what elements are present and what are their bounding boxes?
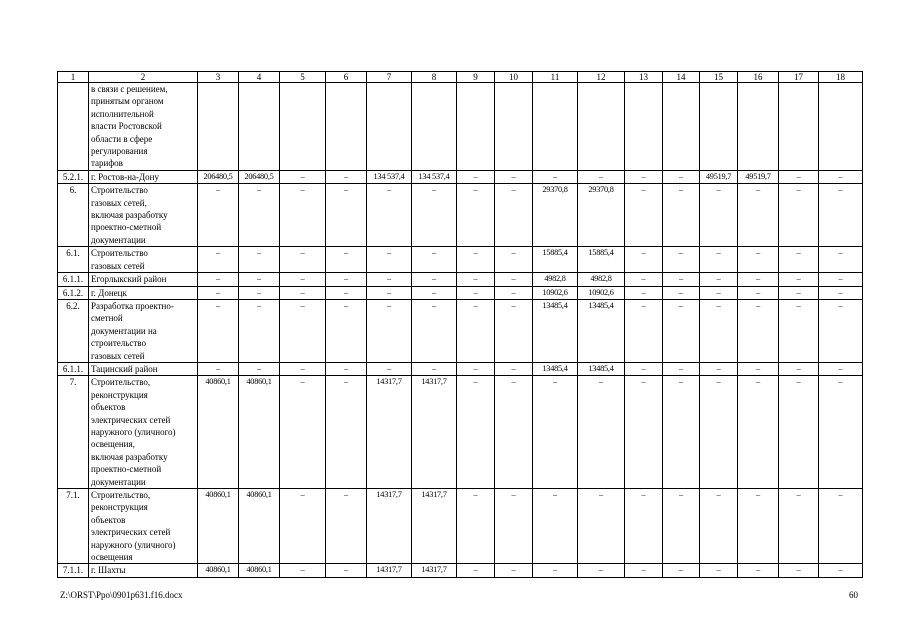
- value-cell: –: [663, 247, 700, 273]
- value-cell: –: [738, 273, 779, 286]
- value-cell: –: [326, 489, 367, 564]
- column-number-header: 10: [495, 72, 533, 83]
- data-table: [57, 71, 863, 578]
- column-number-header: 12: [578, 72, 625, 83]
- footer-page-number: 60: [849, 590, 858, 600]
- row-number-cell: 7.1.1.: [58, 564, 89, 577]
- value-cell: [412, 83, 457, 171]
- value-cell: –: [625, 286, 663, 299]
- row-number-cell: 6.: [58, 184, 89, 247]
- value-cell: –: [239, 362, 280, 375]
- table-row: [58, 362, 863, 375]
- row-number-cell: 6.1.2.: [58, 286, 89, 299]
- value-cell: –: [495, 362, 533, 375]
- value-cell: [198, 83, 239, 171]
- value-cell: –: [326, 299, 367, 362]
- value-cell: 49519,7: [738, 170, 779, 183]
- value-cell: –: [625, 247, 663, 273]
- value-cell: –: [326, 286, 367, 299]
- value-cell: –: [779, 273, 819, 286]
- value-cell: –: [779, 286, 819, 299]
- column-number-header: 7: [367, 72, 412, 83]
- value-cell: –: [280, 376, 326, 489]
- column-number-header: 4: [239, 72, 280, 83]
- column-number-header: 18: [819, 72, 863, 83]
- table-row: [58, 489, 863, 564]
- value-cell: 15885,4: [578, 247, 625, 273]
- value-cell: [280, 83, 326, 171]
- value-cell: –: [457, 376, 495, 489]
- value-cell: [367, 83, 412, 171]
- value-cell: –: [738, 286, 779, 299]
- value-cell: –: [625, 362, 663, 375]
- value-cell: –: [280, 273, 326, 286]
- value-cell: –: [625, 376, 663, 489]
- value-cell: –: [663, 299, 700, 362]
- value-cell: 29370,8: [578, 184, 625, 247]
- value-cell: 13485,4: [533, 362, 578, 375]
- value-cell: –: [819, 564, 863, 577]
- value-cell: 14317,7: [367, 564, 412, 577]
- table-row: [58, 299, 863, 362]
- row-name-cell: Разработка проектно- сметной документации на строительство газовых сетей: [89, 299, 198, 362]
- column-number-header: 13: [625, 72, 663, 83]
- value-cell: –: [663, 564, 700, 577]
- value-cell: 10902,6: [533, 286, 578, 299]
- value-cell: –: [457, 247, 495, 273]
- value-cell: –: [239, 273, 280, 286]
- value-cell: –: [198, 286, 239, 299]
- value-cell: –: [198, 273, 239, 286]
- value-cell: –: [625, 184, 663, 247]
- value-cell: –: [457, 170, 495, 183]
- value-cell: –: [280, 184, 326, 247]
- value-cell: –: [495, 184, 533, 247]
- value-cell: –: [367, 299, 412, 362]
- row-name-cell: Строительство газовых сетей: [89, 247, 198, 273]
- table-row: [58, 170, 863, 183]
- value-cell: –: [819, 247, 863, 273]
- value-cell: [495, 83, 533, 171]
- table-row: [58, 273, 863, 286]
- table-row: [58, 564, 863, 577]
- value-cell: –: [578, 376, 625, 489]
- value-cell: 14317,7: [412, 564, 457, 577]
- value-cell: 40860,1: [198, 564, 239, 577]
- value-cell: –: [779, 299, 819, 362]
- value-cell: –: [367, 362, 412, 375]
- value-cell: –: [738, 376, 779, 489]
- value-cell: 4982,8: [533, 273, 578, 286]
- value-cell: –: [495, 273, 533, 286]
- value-cell: 40860,1: [239, 564, 280, 577]
- value-cell: –: [738, 184, 779, 247]
- value-cell: –: [663, 273, 700, 286]
- value-cell: –: [625, 170, 663, 183]
- value-cell: [779, 83, 819, 171]
- value-cell: –: [779, 247, 819, 273]
- value-cell: 49519,7: [700, 170, 738, 183]
- value-cell: [819, 83, 863, 171]
- row-name-cell: Строительство, реконструкция объектов электрических сетей наружного (уличного) освещения, включая разработку проектно-сметной документации: [89, 376, 198, 489]
- value-cell: –: [533, 376, 578, 489]
- table-body: [58, 72, 863, 578]
- column-number-header: 8: [412, 72, 457, 83]
- value-cell: –: [326, 273, 367, 286]
- value-cell: –: [819, 170, 863, 183]
- value-cell: –: [533, 170, 578, 183]
- value-cell: –: [700, 286, 738, 299]
- value-cell: –: [625, 489, 663, 564]
- value-cell: –: [239, 299, 280, 362]
- value-cell: 13485,4: [533, 299, 578, 362]
- value-cell: –: [738, 489, 779, 564]
- value-cell: –: [819, 273, 863, 286]
- value-cell: –: [280, 286, 326, 299]
- row-name-cell: Егорлыкский район: [89, 273, 198, 286]
- value-cell: –: [280, 489, 326, 564]
- value-cell: –: [239, 247, 280, 273]
- value-cell: –: [819, 362, 863, 375]
- value-cell: –: [367, 273, 412, 286]
- value-cell: [738, 83, 779, 171]
- column-number-header: 14: [663, 72, 700, 83]
- value-cell: –: [326, 247, 367, 273]
- value-cell: –: [738, 362, 779, 375]
- column-number-header: 11: [533, 72, 578, 83]
- value-cell: 10902,6: [578, 286, 625, 299]
- value-cell: –: [198, 247, 239, 273]
- value-cell: –: [280, 362, 326, 375]
- value-cell: –: [779, 376, 819, 489]
- table-row: [58, 286, 863, 299]
- value-cell: –: [412, 362, 457, 375]
- row-number-cell: [58, 83, 89, 171]
- table-row: [58, 247, 863, 273]
- row-name-cell: в связи с решением, принятым органом исполнительной власти Ростовской области в сфере регулирования тарифов: [89, 83, 198, 171]
- value-cell: –: [779, 170, 819, 183]
- value-cell: 206480,5: [198, 170, 239, 183]
- row-number-cell: 5.2.1.: [58, 170, 89, 183]
- value-cell: –: [663, 286, 700, 299]
- value-cell: –: [663, 362, 700, 375]
- value-cell: 13485,4: [578, 362, 625, 375]
- value-cell: –: [280, 247, 326, 273]
- value-cell: –: [280, 564, 326, 577]
- row-name-cell: г. Ростов-на-Дону: [89, 170, 198, 183]
- value-cell: –: [326, 362, 367, 375]
- value-cell: –: [495, 286, 533, 299]
- value-cell: –: [367, 247, 412, 273]
- value-cell: [457, 83, 495, 171]
- value-cell: –: [495, 489, 533, 564]
- value-cell: 40860,1: [239, 489, 280, 564]
- value-cell: –: [495, 247, 533, 273]
- row-name-cell: Тацинский район: [89, 362, 198, 375]
- column-number-header: 1: [58, 72, 89, 83]
- value-cell: –: [412, 273, 457, 286]
- value-cell: –: [457, 299, 495, 362]
- value-cell: –: [819, 286, 863, 299]
- value-cell: –: [578, 170, 625, 183]
- table-header-row: [58, 72, 863, 83]
- value-cell: –: [326, 170, 367, 183]
- value-cell: –: [457, 362, 495, 375]
- row-name-cell: г. Донецк: [89, 286, 198, 299]
- value-cell: 40860,1: [198, 489, 239, 564]
- value-cell: 134 537,4: [412, 170, 457, 183]
- value-cell: 13485,4: [578, 299, 625, 362]
- value-cell: –: [280, 170, 326, 183]
- value-cell: [239, 83, 280, 171]
- value-cell: –: [625, 564, 663, 577]
- value-cell: –: [326, 184, 367, 247]
- value-cell: –: [198, 362, 239, 375]
- value-cell: 4982,8: [578, 273, 625, 286]
- value-cell: [578, 83, 625, 171]
- value-cell: 40860,1: [198, 376, 239, 489]
- column-number-header: 17: [779, 72, 819, 83]
- value-cell: –: [819, 489, 863, 564]
- row-number-cell: 6.1.1.: [58, 362, 89, 375]
- value-cell: –: [700, 564, 738, 577]
- value-cell: 15885,4: [533, 247, 578, 273]
- value-cell: –: [819, 376, 863, 489]
- value-cell: 14317,7: [412, 376, 457, 489]
- value-cell: –: [819, 184, 863, 247]
- value-cell: –: [663, 376, 700, 489]
- value-cell: 14317,7: [367, 376, 412, 489]
- value-cell: –: [198, 299, 239, 362]
- table-row: [58, 83, 863, 171]
- column-number-header: 3: [198, 72, 239, 83]
- row-name-cell: г. Шахты: [89, 564, 198, 577]
- row-number-cell: 6.2.: [58, 299, 89, 362]
- value-cell: [700, 83, 738, 171]
- value-cell: –: [779, 564, 819, 577]
- value-cell: –: [412, 286, 457, 299]
- value-cell: –: [663, 184, 700, 247]
- value-cell: –: [239, 286, 280, 299]
- value-cell: –: [412, 184, 457, 247]
- value-cell: –: [495, 299, 533, 362]
- column-number-header: 6: [326, 72, 367, 83]
- value-cell: 134 537,4: [367, 170, 412, 183]
- value-cell: [625, 83, 663, 171]
- value-cell: –: [700, 299, 738, 362]
- value-cell: –: [663, 170, 700, 183]
- value-cell: [533, 83, 578, 171]
- row-name-cell: Строительство газовых сетей, включая разработку проектно-сметной документации: [89, 184, 198, 247]
- value-cell: –: [578, 489, 625, 564]
- value-cell: [663, 83, 700, 171]
- value-cell: –: [700, 362, 738, 375]
- value-cell: –: [367, 286, 412, 299]
- column-number-header: 16: [738, 72, 779, 83]
- value-cell: –: [457, 286, 495, 299]
- value-cell: –: [412, 299, 457, 362]
- value-cell: –: [495, 376, 533, 489]
- value-cell: –: [625, 273, 663, 286]
- value-cell: –: [700, 376, 738, 489]
- table-row: [58, 376, 863, 489]
- column-number-header: 9: [457, 72, 495, 83]
- value-cell: –: [326, 564, 367, 577]
- value-cell: 14317,7: [412, 489, 457, 564]
- value-cell: –: [738, 564, 779, 577]
- value-cell: –: [412, 247, 457, 273]
- column-number-header: 5: [280, 72, 326, 83]
- value-cell: –: [700, 273, 738, 286]
- value-cell: –: [533, 489, 578, 564]
- value-cell: –: [700, 247, 738, 273]
- value-cell: –: [457, 273, 495, 286]
- value-cell: –: [533, 564, 578, 577]
- value-cell: –: [779, 362, 819, 375]
- value-cell: –: [700, 489, 738, 564]
- row-number-cell: 6.1.1.: [58, 273, 89, 286]
- value-cell: –: [578, 564, 625, 577]
- value-cell: –: [700, 184, 738, 247]
- value-cell: 29370,8: [533, 184, 578, 247]
- row-name-cell: Строительство, реконструкция объектов электрических сетей наружного (уличного) освещения: [89, 489, 198, 564]
- value-cell: –: [738, 247, 779, 273]
- value-cell: –: [779, 184, 819, 247]
- value-cell: –: [198, 184, 239, 247]
- value-cell: –: [457, 564, 495, 577]
- value-cell: –: [457, 489, 495, 564]
- value-cell: –: [326, 376, 367, 489]
- table-row: [58, 184, 863, 247]
- row-number-cell: 6.1.: [58, 247, 89, 273]
- value-cell: –: [367, 184, 412, 247]
- column-number-header: 2: [89, 72, 198, 83]
- footer-file-path: Z:\ORST\Ppo\0901p631.f16.docx: [60, 590, 183, 600]
- value-cell: –: [495, 170, 533, 183]
- value-cell: –: [280, 299, 326, 362]
- row-number-cell: 7.1.: [58, 489, 89, 564]
- value-cell: –: [663, 489, 700, 564]
- value-cell: –: [625, 299, 663, 362]
- value-cell: [326, 83, 367, 171]
- column-number-header: 15: [700, 72, 738, 83]
- value-cell: –: [457, 184, 495, 247]
- value-cell: 206480,5: [239, 170, 280, 183]
- value-cell: –: [495, 564, 533, 577]
- value-cell: –: [819, 299, 863, 362]
- value-cell: –: [779, 489, 819, 564]
- value-cell: 14317,7: [367, 489, 412, 564]
- row-number-cell: 7.: [58, 376, 89, 489]
- value-cell: –: [738, 299, 779, 362]
- value-cell: –: [239, 184, 280, 247]
- value-cell: 40860,1: [239, 376, 280, 489]
